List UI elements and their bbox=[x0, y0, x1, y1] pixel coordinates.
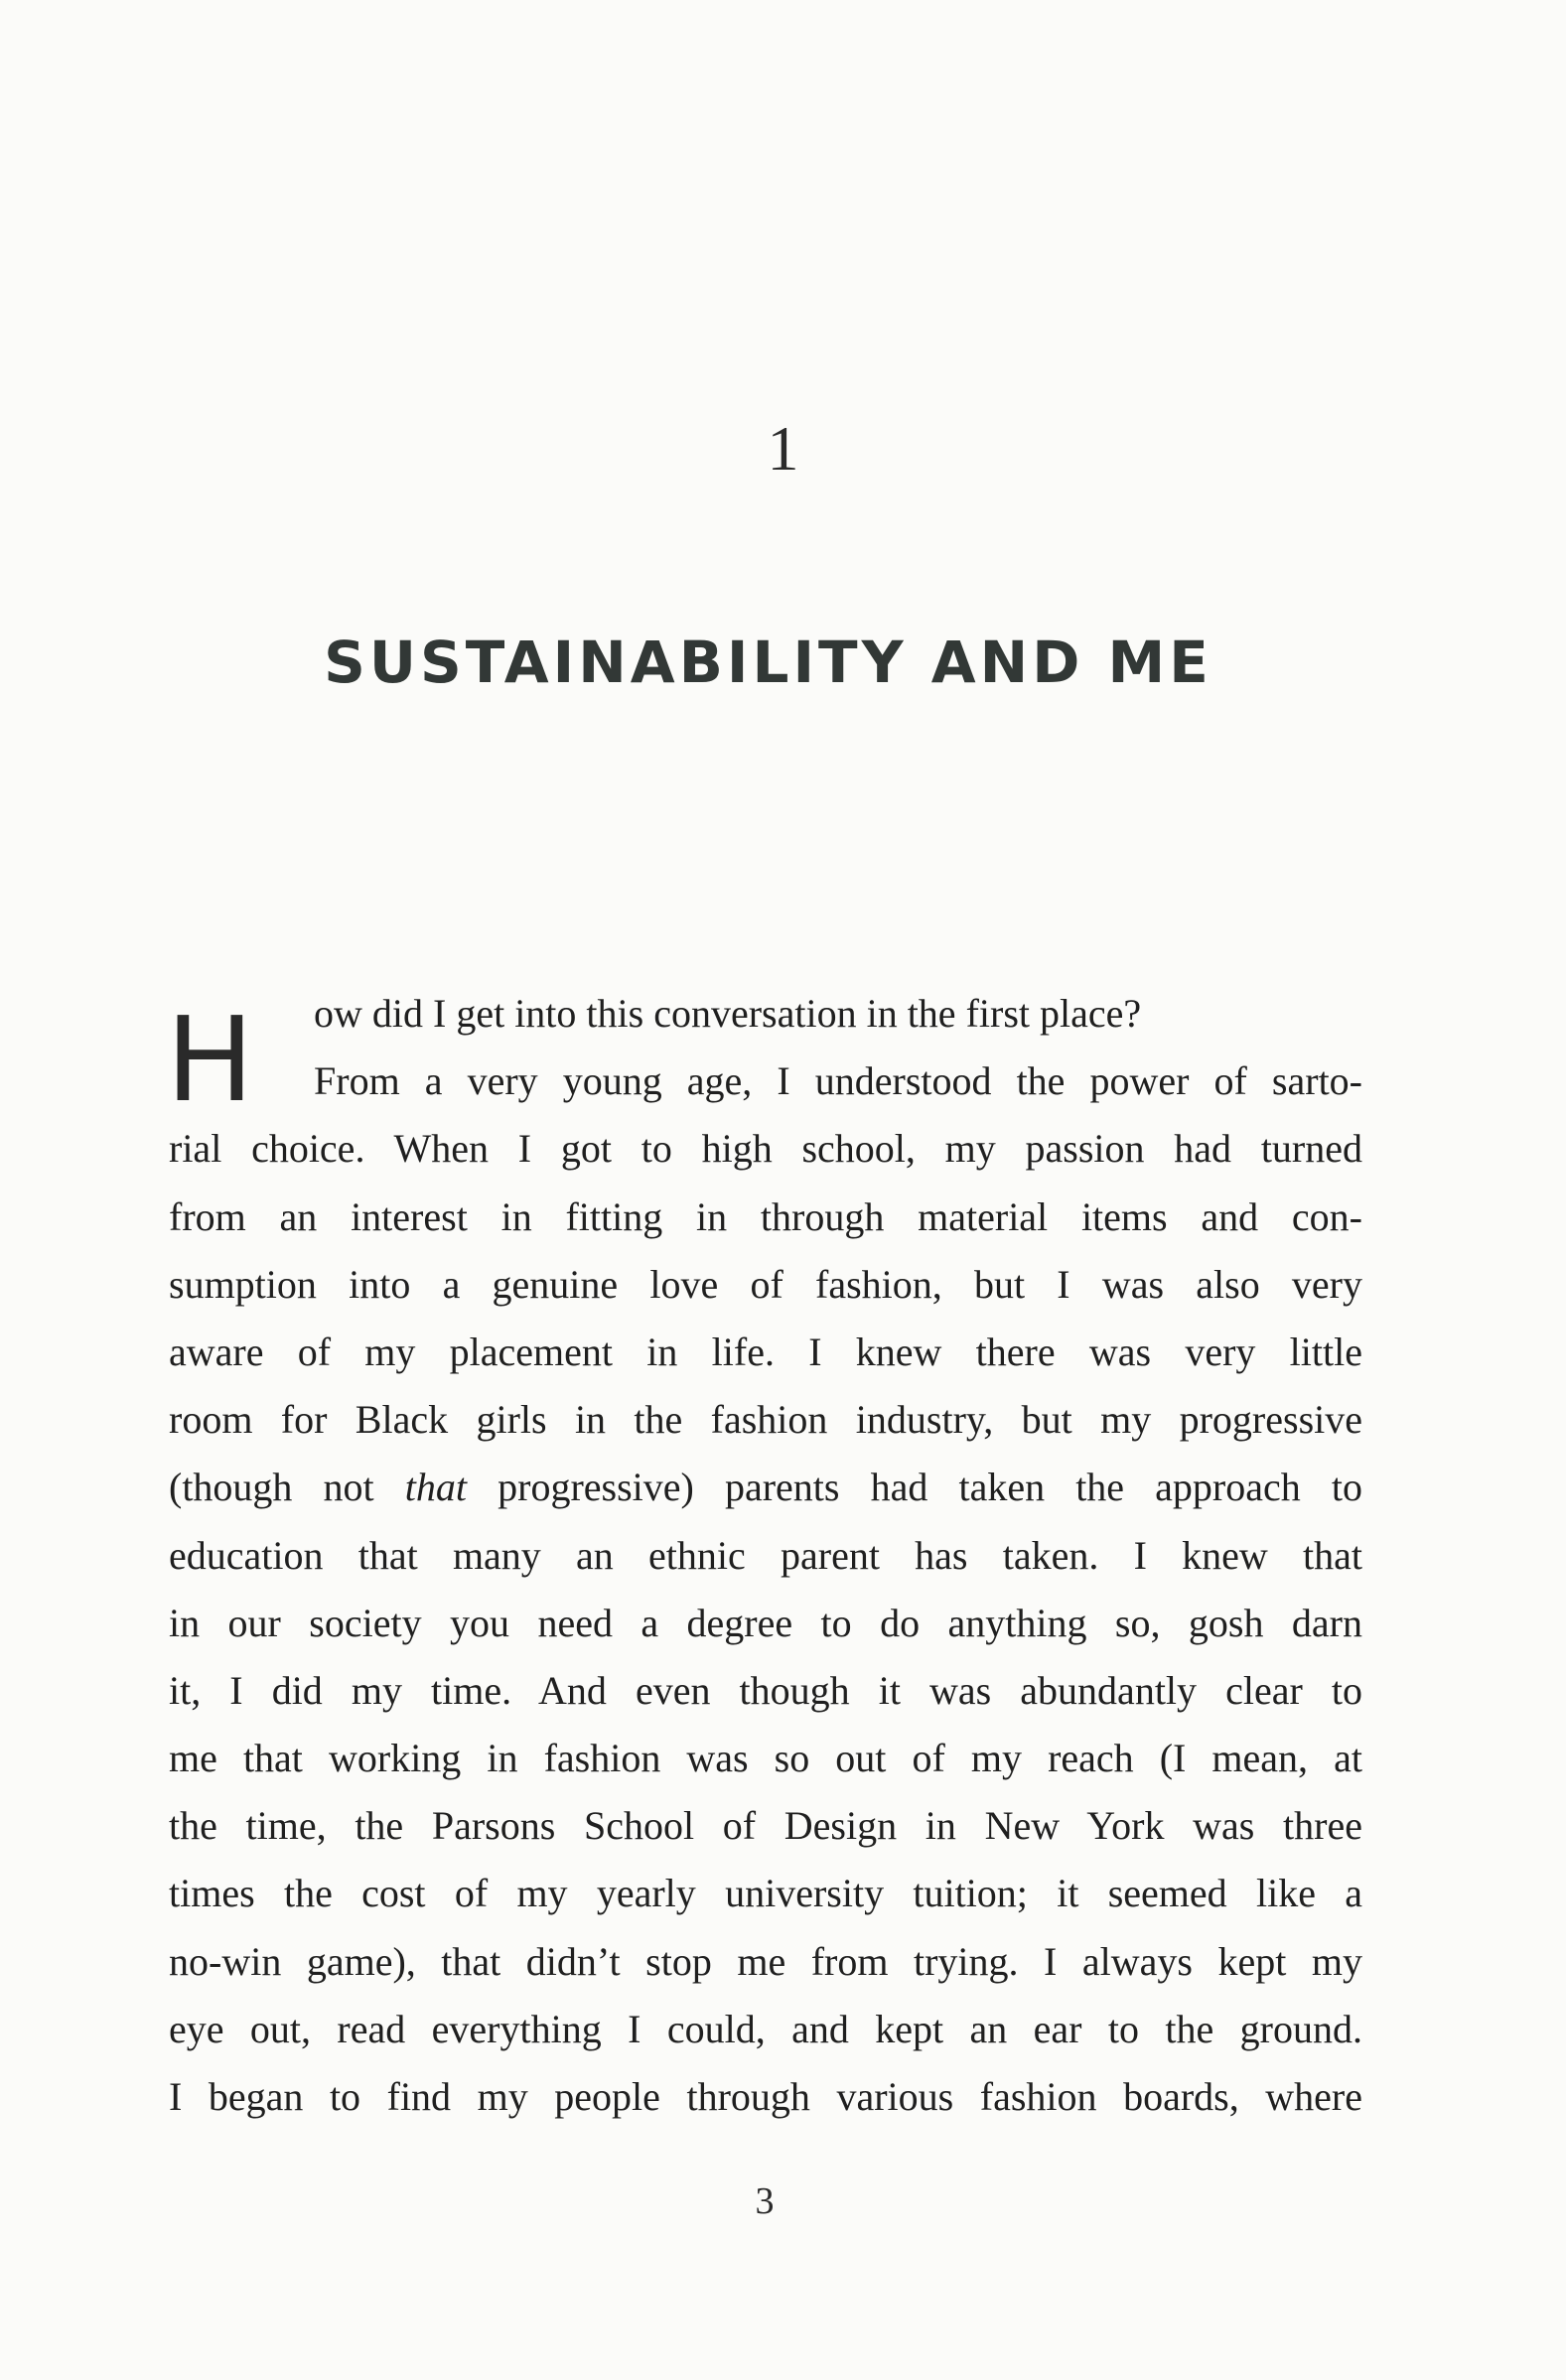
emphasis-text: that bbox=[404, 1465, 468, 1510]
text-line: rial choice. When I got to high school, my passion had turned bbox=[169, 1126, 1362, 1172]
text-line: I began to find my people through various fashion boards, where bbox=[169, 2074, 1362, 2119]
text-line: eye out, read everything I could, and kept an ear to the ground. bbox=[169, 2006, 1362, 2051]
text-line: room for Black girls in the fashion industry, but my progressive bbox=[169, 1397, 1362, 1443]
text-line: times the cost of my yearly university tuition; it seemed like a bbox=[169, 1871, 1362, 1916]
text-line bbox=[169, 1454, 1362, 1521]
text-line: From a very young age, I understood the power of sarto- bbox=[314, 1058, 1362, 1104]
chapter-number: 1 bbox=[767, 413, 799, 484]
page-number: 3 bbox=[755, 2180, 775, 2222]
text-line: education that many an ethnic parent has taken. I knew that bbox=[169, 1532, 1362, 1578]
body-text bbox=[169, 980, 1362, 2131]
text-line: ow did I get into this conversation in the first place? bbox=[314, 991, 1142, 1036]
text-line: from an interest in fitting in through material items and con- bbox=[169, 1193, 1362, 1239]
text-segment: (though not bbox=[169, 1465, 405, 1510]
text-line: sumption into a genuine love of fashion, but I was also very bbox=[169, 1261, 1362, 1307]
text-segment: progressive) parents had taken the approach to bbox=[467, 1465, 1362, 1510]
chapter-title: SUSTAINABILITY AND ME bbox=[324, 629, 1212, 696]
text-line: in our society you need a degree to do anything so, gosh darn bbox=[169, 1600, 1362, 1645]
drop-cap: H bbox=[166, 991, 254, 1128]
text-line: the time, the Parsons School of Design in New York was three bbox=[169, 1803, 1362, 1849]
text-line: no-win game), that didn’t stop me from trying. I always kept my bbox=[169, 1938, 1362, 1984]
text-line: it, I did my time. And even though it was abundantly clear to bbox=[169, 1667, 1362, 1713]
text-line: me that working in fashion was so out of my reach (I mean, at bbox=[169, 1736, 1362, 1781]
text-line: aware of my placement in life. I knew there was very little bbox=[169, 1329, 1362, 1374]
